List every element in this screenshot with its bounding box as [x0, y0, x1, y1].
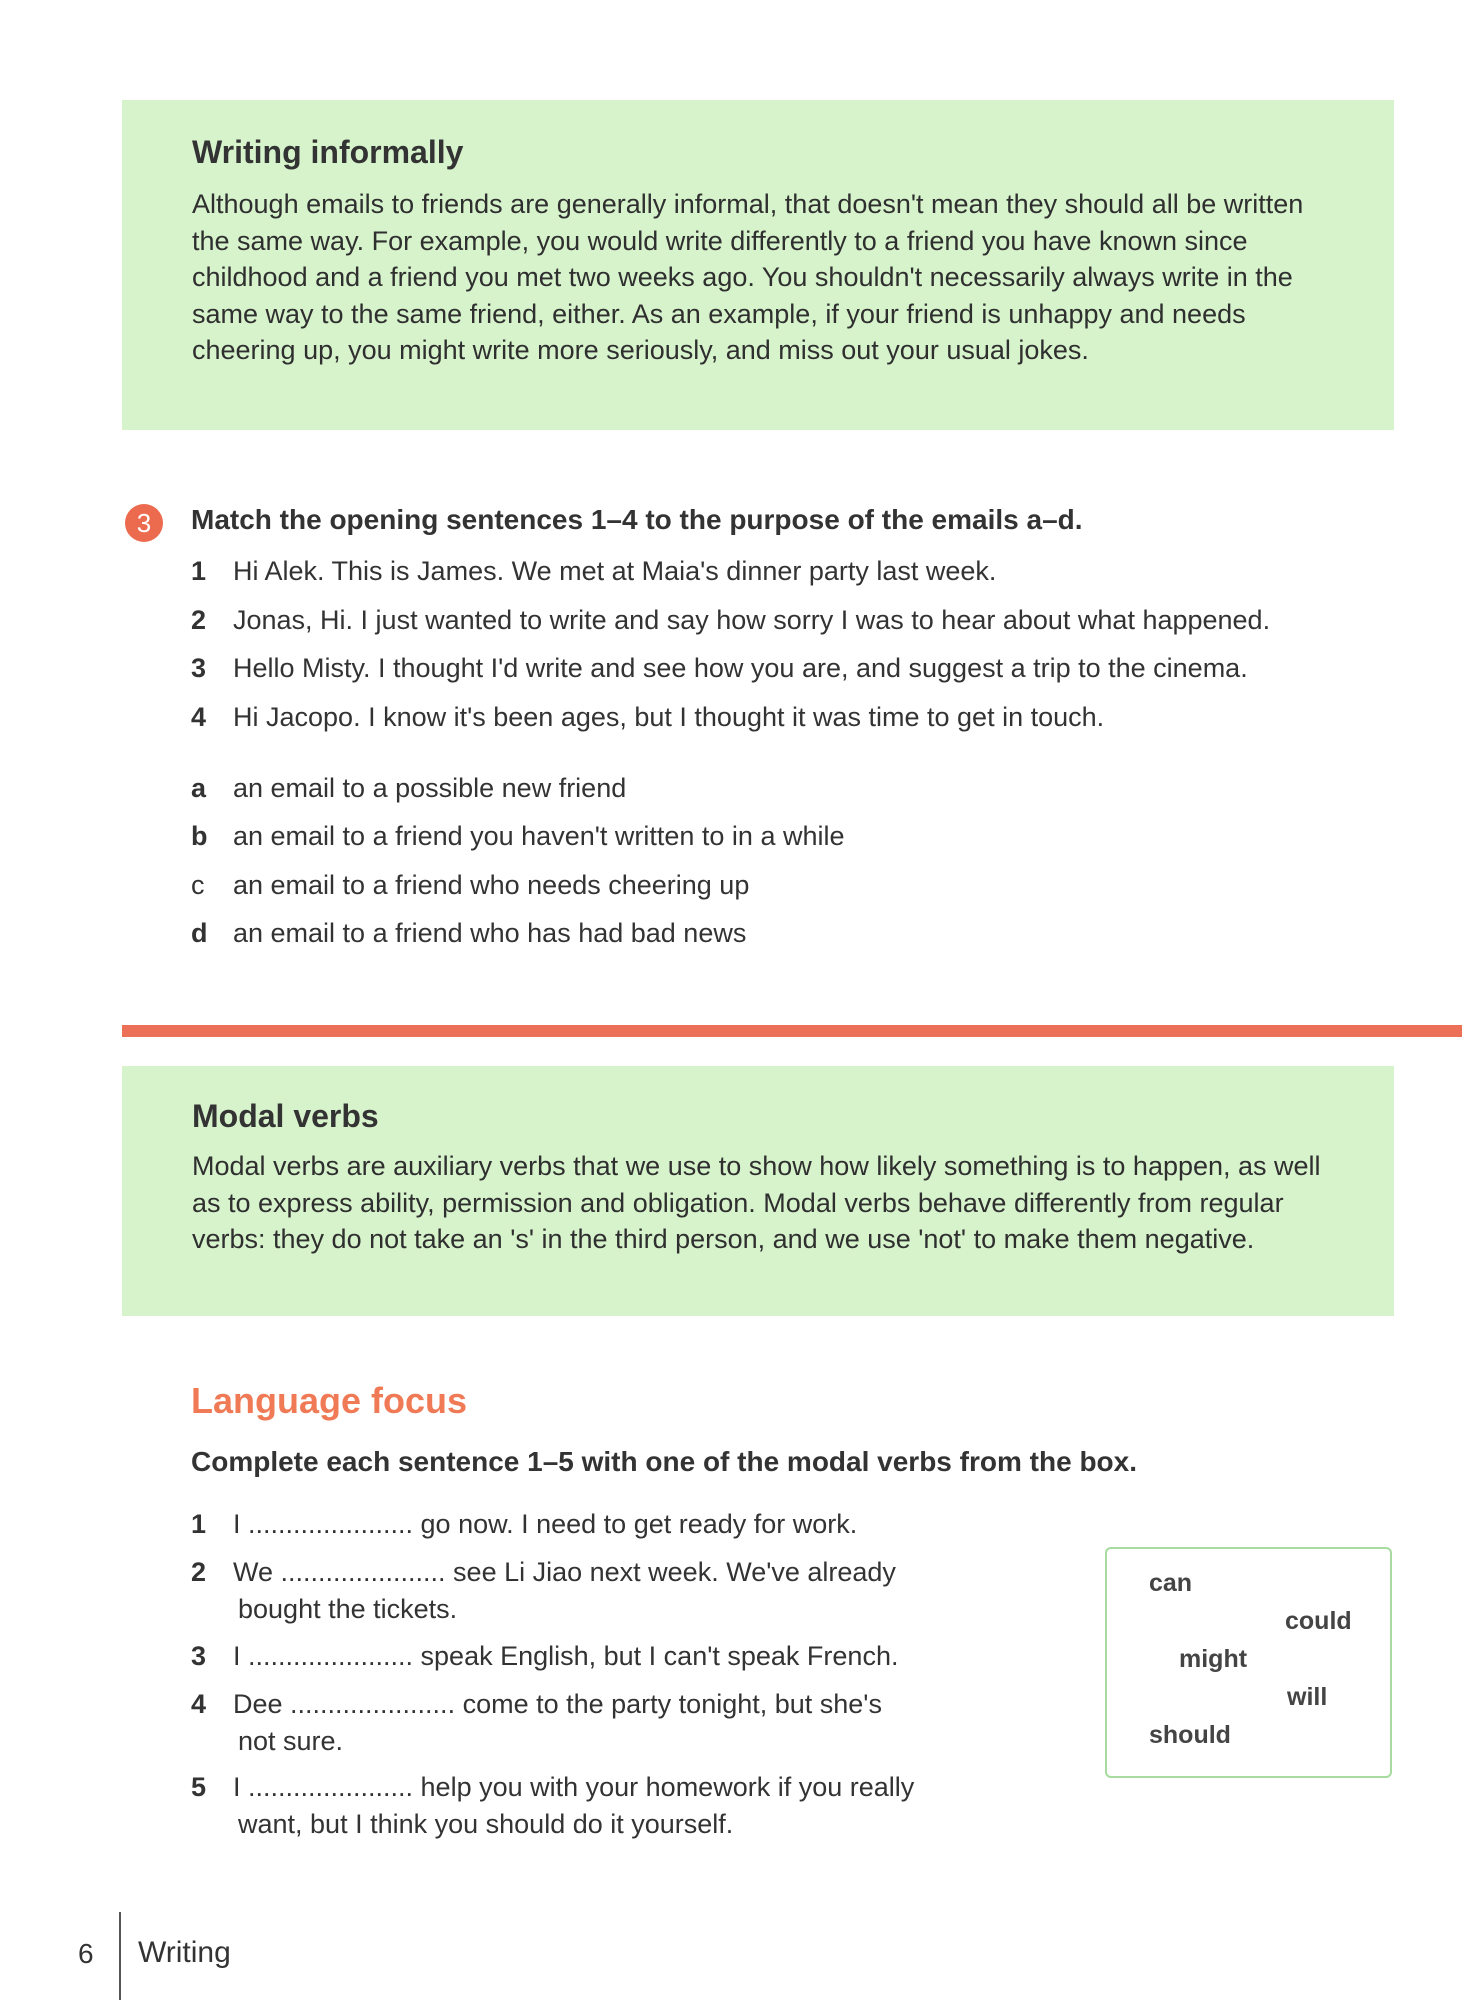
box-body: Modal verbs are auxiliary verbs that we use to show how likely something is to happen, as well as to express ability, permission and obligation. Modal verbs behave differently from regular verbs: they do not take an 's' in the third person, and we use 'not' to make them negative.	[192, 1151, 1321, 1254]
gap-fill-item: 5 I ...................... help you with your homework if you really want, but I think you should do it yourself.	[191, 1772, 915, 1839]
sentence-item: 1 Hi Alek. This is James. We met at Maia's dinner party last week.	[191, 556, 997, 586]
exercise-number-badge: 3	[125, 504, 163, 542]
purpose-item: b an email to a friend you haven't written to in a while	[191, 821, 845, 851]
footer-divider	[119, 1912, 121, 2000]
purpose-item: a an email to a possible new friend	[191, 773, 627, 803]
sentence-item: 3 Hello Misty. I thought I'd write and see how you are, and suggest a trip to the cinema.	[191, 653, 1248, 683]
exercise-instruction: Complete each sentence 1–5 with one of the modal verbs from the box.	[191, 1446, 1137, 1477]
gap-fill-item: 2 We ...................... see Li Jiao next week. We've already bought the tickets.	[191, 1557, 896, 1624]
word-might: might	[1179, 1645, 1248, 1673]
purpose-item: d an email to a friend who has had bad news	[191, 918, 747, 948]
sentence-item: 4 Hi Jacopo. I know it's been ages, but I thought it was time to get in touch.	[191, 702, 1105, 732]
section-divider	[122, 1025, 1462, 1037]
word-could: could	[1285, 1607, 1352, 1635]
word-should: should	[1149, 1721, 1231, 1749]
section-label: Writing	[138, 1936, 231, 1969]
word-will: will	[1287, 1683, 1328, 1711]
purpose-item: c an email to a friend who needs cheering up	[191, 870, 750, 900]
gap-fill-item: 1 I ...................... go now. I need to get ready for work.	[191, 1509, 858, 1539]
gap-fill-item: 3 I ...................... speak English, but I can't speak French.	[191, 1641, 899, 1671]
box-body: Although emails to friends are generally informal, that doesn't mean they should all be written the same way. For example, you would write differently to a friend you have known since childhood and a friend you met two weeks ago. You shouldn't necessarily always write in the same way to the same friend, either. As an example, if your friend is unhappy and needs cheering up, you might write more seriously, and miss out your usual jokes.	[192, 189, 1304, 365]
section-heading: Language focus	[191, 1380, 468, 1421]
gap-fill-item: 4 Dee ...................... come to the party tonight, but she's not sure.	[191, 1689, 882, 1756]
info-box-writing-informally	[122, 100, 1394, 430]
modal-verbs-word-box	[1105, 1547, 1392, 1778]
word-can: can	[1149, 1569, 1193, 1597]
sentence-item: 2 Jonas, Hi. I just wanted to write and say how sorry I was to hear about what happened.	[191, 605, 1271, 635]
box-title: Writing informally	[192, 134, 464, 170]
info-box-modal-verbs	[122, 1066, 1394, 1316]
box-title: Modal verbs	[192, 1098, 379, 1134]
page-number: 6	[78, 1938, 94, 1969]
exercise-instruction: Match the opening sentences 1–4 to the purpose of the emails a–d.	[191, 504, 1083, 535]
